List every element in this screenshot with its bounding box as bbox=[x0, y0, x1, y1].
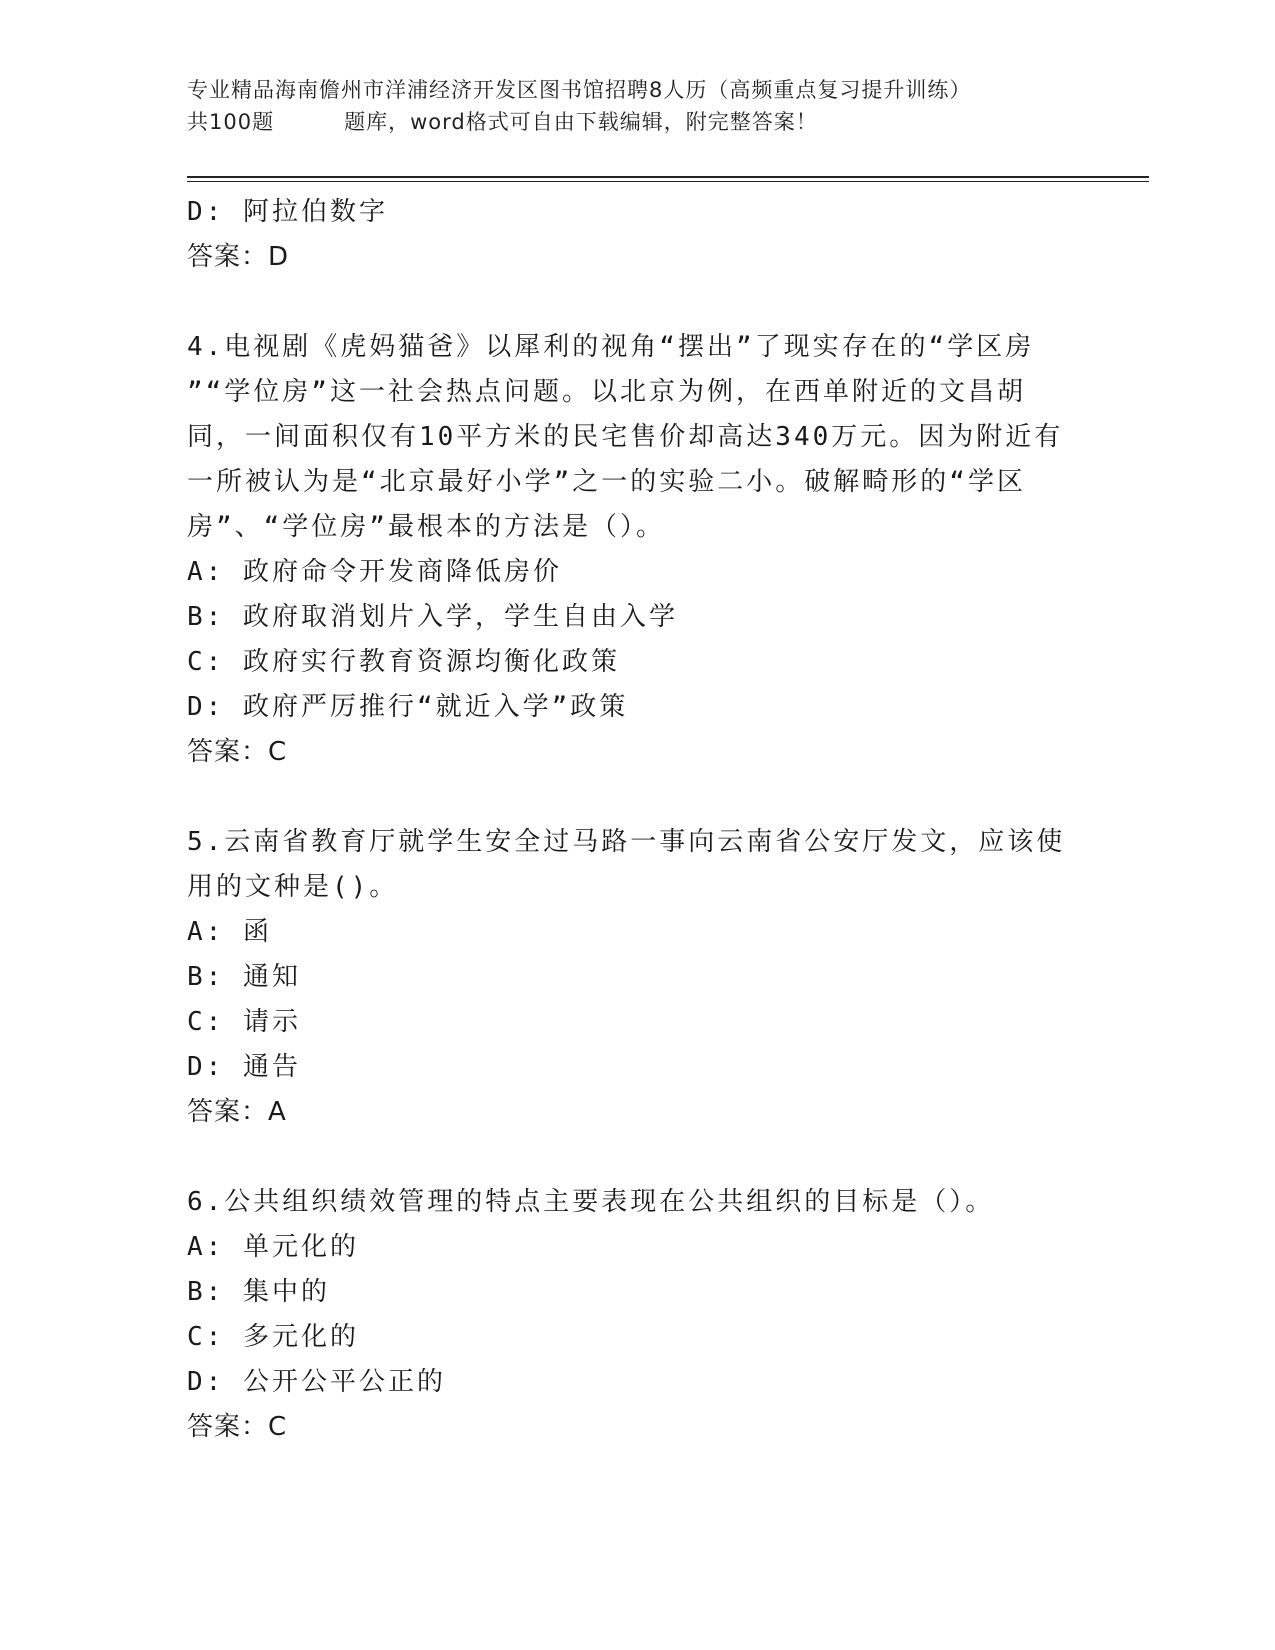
question-4 bbox=[187, 325, 1087, 775]
question-6 bbox=[187, 1180, 1087, 1450]
question-3-tail bbox=[187, 190, 1087, 280]
option-d: D: 政府严厉推行“就近入学”政策 bbox=[187, 692, 629, 722]
page-header bbox=[187, 74, 1087, 138]
header-description: 题库，word格式可自由下载编辑，附完整答案！ bbox=[344, 110, 818, 134]
answer-line: 答案：A bbox=[187, 1097, 287, 1127]
answer-line: 答案：C bbox=[187, 1412, 288, 1442]
option-d: D: 通告 bbox=[187, 1052, 301, 1082]
option-b: B: 政府取消划片入学，学生自由入学 bbox=[187, 602, 678, 632]
option-c: C: 请示 bbox=[187, 1007, 301, 1037]
header-count: 共100题 bbox=[187, 110, 275, 134]
question-stem: 5.云南省教育厅就学生安全过马路一事向云南省公安厅发文，应该使 用的文种是()。 bbox=[187, 827, 1066, 902]
header-rule-thick bbox=[187, 176, 1149, 178]
option-c: C: 多元化的 bbox=[187, 1322, 359, 1352]
answer-line: 答案：D bbox=[187, 242, 290, 272]
option-b: B: 集中的 bbox=[187, 1277, 330, 1307]
option-b: B: 通知 bbox=[187, 962, 301, 992]
option-d: D: 公开公平公正的 bbox=[187, 1367, 446, 1397]
option-c: C: 政府实行教育资源均衡化政策 bbox=[187, 647, 620, 677]
question-stem: 4.电视剧《虎妈猫爸》以犀利的视角“摆出”了现实存在的“学区房 ”“学位房”这一社会热点问题。以北京为例，在西单附近的文昌胡 同，一间面积仅有10平方米的民宅售价却高达340万元。因为附近有 一所被认为是“北京最好小学”之一的实验二小。破解畸形的“学区 房”、“学位房”最根本的方法是（）。 bbox=[187, 332, 1064, 542]
question-list bbox=[187, 190, 1087, 1450]
question-5 bbox=[187, 820, 1087, 1135]
header-title-line2 bbox=[187, 106, 1087, 138]
option-a: A: 函 bbox=[187, 917, 272, 947]
question-stem: 6.公共组织绩效管理的特点主要表现在公共组织的目标是（）。 bbox=[187, 1187, 995, 1217]
answer-line: 答案：C bbox=[187, 737, 288, 767]
header-rule-thin bbox=[187, 181, 1149, 182]
option-a: A: 政府命令开发商降低房价 bbox=[187, 557, 562, 587]
option-a: A: 单元化的 bbox=[187, 1232, 359, 1262]
header-title-line1: 专业精品海南儋州市洋浦经济开发区图书馆招聘8人历（高频重点复习提升训练） bbox=[187, 78, 972, 102]
option-d: D: 阿拉伯数字 bbox=[187, 197, 388, 227]
